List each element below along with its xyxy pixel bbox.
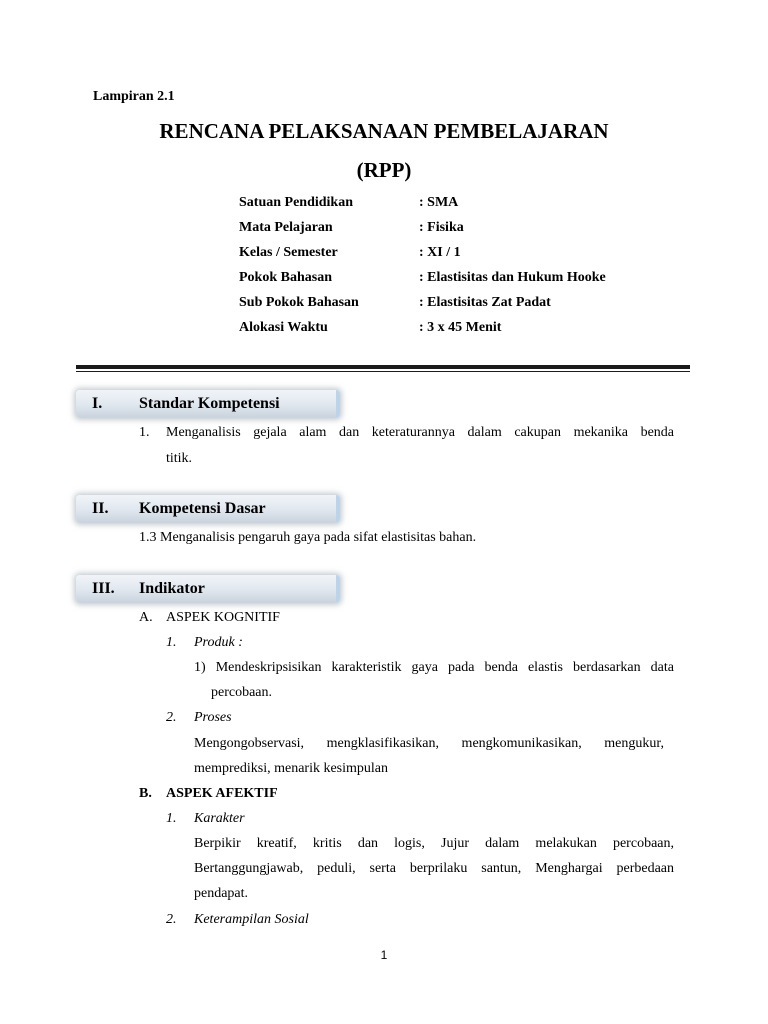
identity-value: : Elastisitas Zat Padat xyxy=(419,295,551,310)
identity-label: Sub Pokok Bahasan xyxy=(239,295,359,310)
list-item-number: 1. xyxy=(166,811,177,826)
list-item-text: 1) Mendeskripsisikan karakteristik gaya pada benda elastis berdasarkan data xyxy=(194,660,674,675)
list-item-text: Berpikir kreatif, kritis dan logis, Jujur dalam melakukan percobaan, xyxy=(194,836,674,851)
identity-value: : Elastisitas dan Hukum Hooke xyxy=(419,270,606,285)
list-item-title: Produk : xyxy=(194,635,243,650)
subsection-title: ASPEK AFEKTIF xyxy=(166,786,278,801)
list-item-number: 2. xyxy=(166,912,177,927)
identity-value: : Fisika xyxy=(419,220,464,235)
section-number: I. xyxy=(92,395,103,412)
list-item-number: 2. xyxy=(166,710,177,725)
list-item-number: 1. xyxy=(166,635,177,650)
subsection-label: B. xyxy=(139,786,152,801)
list-item-text-continued: titik. xyxy=(166,451,193,466)
list-item-title: Proses xyxy=(194,710,232,725)
list-item-title: Karakter xyxy=(194,811,245,826)
section-title: Standar Kompetensi xyxy=(139,395,280,412)
identity-label: Satuan Pendidikan xyxy=(239,195,353,210)
identity-value: : 3 x 45 Menit xyxy=(419,320,502,335)
document-subtitle: (RPP) xyxy=(356,158,412,182)
list-item-text: Menganalisis gejala alam dan keteraturannya dalam cakupan mekanika benda xyxy=(166,425,674,440)
identity-value: : XI / 1 xyxy=(419,245,461,260)
list-item-text-continued: percobaan. xyxy=(211,685,273,700)
identity-label: Alokasi Waktu xyxy=(239,320,328,335)
identity-label: Mata Pelajaran xyxy=(239,220,333,235)
list-item-text-continued: memprediksi, menarik kesimpulan xyxy=(194,761,389,776)
list-item-number: 1. xyxy=(139,425,150,440)
page-number: 1 xyxy=(380,948,388,962)
subsection-title: ASPEK KOGNITIF xyxy=(166,610,280,625)
section-title: Kompetensi Dasar xyxy=(139,500,266,517)
attachment-label: Lampiran 2.1 xyxy=(93,89,175,104)
list-item-text: 1.3 Menganalisis pengaruh gaya pada sifat elastisitas bahan. xyxy=(139,530,477,545)
document-title: RENCANA PELAKSANAAN PEMBELAJARAN xyxy=(159,119,609,143)
list-item-text-continued: pendapat. xyxy=(194,886,249,901)
section-heading-box xyxy=(76,575,340,603)
section-number: III. xyxy=(92,580,115,597)
identity-value: : SMA xyxy=(419,195,459,210)
identity-label: Pokok Bahasan xyxy=(239,270,332,285)
header-divider xyxy=(76,365,690,369)
header-divider-thin xyxy=(76,371,690,372)
subsection-label: A. xyxy=(139,610,153,625)
section-title: Indikator xyxy=(139,580,205,597)
list-item-text-continued: Bertanggungjawab, peduli, serta berprilaku santun, Menghargai perbedaan xyxy=(194,861,674,876)
list-item-text: Mengongobservasi, mengklasifikasikan, mengkomunikasikan, mengukur, xyxy=(194,736,664,751)
list-item-title: Keterampilan Sosial xyxy=(194,912,309,927)
section-number: II. xyxy=(92,500,109,517)
identity-label: Kelas / Semester xyxy=(239,245,338,260)
